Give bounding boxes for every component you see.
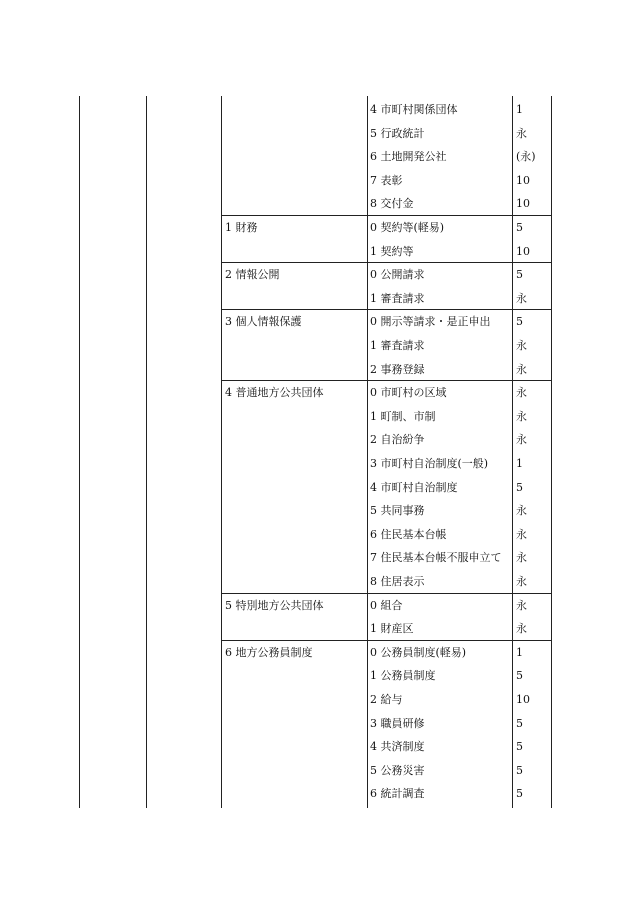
- group-divider: [221, 640, 552, 641]
- item-label: 0 組合: [370, 599, 403, 612]
- item-label: 1 公務員制度: [370, 669, 436, 682]
- column-rule: [146, 96, 147, 808]
- group-divider: [221, 309, 552, 310]
- item-label: 0 公開請求: [370, 268, 425, 281]
- item-label: 1 審査請求: [370, 292, 425, 305]
- retention-period: (永): [516, 150, 536, 163]
- item-label: 4 市町村自治制度: [370, 481, 458, 494]
- item-label: 1 契約等: [370, 245, 414, 258]
- retention-period: 永: [516, 622, 527, 635]
- retention-period: 5: [516, 764, 523, 777]
- category-label: 3 個人情報保護: [225, 315, 302, 328]
- retention-period: 1: [516, 646, 523, 659]
- item-label: 5 公務災害: [370, 764, 425, 777]
- category-label: 5 特別地方公共団体: [225, 599, 324, 612]
- retention-period: 1: [516, 457, 523, 470]
- item-label: 0 市町村の区域: [370, 386, 447, 399]
- retention-period: 永: [516, 363, 527, 376]
- item-label: 8 住居表示: [370, 575, 425, 588]
- item-label: 0 公務員制度(軽易): [370, 646, 467, 659]
- retention-period: 永: [516, 127, 527, 140]
- retention-period: 永: [516, 551, 527, 564]
- column-rule: [512, 96, 513, 808]
- item-label: 5 行政統計: [370, 127, 425, 140]
- group-divider: [221, 262, 552, 263]
- item-label: 1 審査請求: [370, 339, 425, 352]
- retention-period: 5: [516, 268, 523, 281]
- category-label: 2 情報公開: [225, 268, 280, 281]
- item-label: 3 職員研修: [370, 717, 425, 730]
- item-label: 2 給与: [370, 693, 403, 706]
- retention-period: 5: [516, 740, 523, 753]
- item-label: 4 共済制度: [370, 740, 425, 753]
- item-label: 4 市町村関係団体: [370, 103, 458, 116]
- item-label: 8 交付金: [370, 197, 414, 210]
- item-label: 2 自治紛争: [370, 433, 425, 446]
- retention-period: 5: [516, 481, 523, 494]
- retention-period: 5: [516, 221, 523, 234]
- retention-period: 10: [516, 197, 530, 210]
- retention-period: 永: [516, 410, 527, 423]
- item-label: 1 町制、市制: [370, 410, 436, 423]
- retention-period: 永: [516, 599, 527, 612]
- retention-period: 永: [516, 504, 527, 517]
- item-label: 6 統計調査: [370, 787, 425, 800]
- category-label: 6 地方公務員制度: [225, 646, 313, 659]
- item-label: 7 表彰: [370, 174, 403, 187]
- item-label: 1 財産区: [370, 622, 414, 635]
- retention-period: 5: [516, 717, 523, 730]
- category-label: 4 普通地方公共団体: [225, 386, 324, 399]
- retention-period: 永: [516, 528, 527, 541]
- retention-period: 永: [516, 575, 527, 588]
- column-rule: [221, 96, 222, 808]
- retention-period: 1: [516, 103, 523, 116]
- retention-period: 5: [516, 669, 523, 682]
- item-label: 5 共同事務: [370, 504, 425, 517]
- item-label: 6 住民基本台帳: [370, 528, 447, 541]
- item-label: 7 住民基本台帳不服申立て: [370, 551, 502, 564]
- retention-period: 10: [516, 174, 530, 187]
- retention-period: 永: [516, 339, 527, 352]
- retention-period: 永: [516, 292, 527, 305]
- item-label: 6 土地開発公社: [370, 150, 447, 163]
- item-label: 3 市町村自治制度(一般): [370, 457, 489, 470]
- category-label: 1 財務: [225, 221, 258, 234]
- column-rule: [79, 96, 80, 808]
- retention-period: 永: [516, 386, 527, 399]
- item-label: 0 契約等(軽易): [370, 221, 445, 234]
- item-label: 2 事務登録: [370, 363, 425, 376]
- retention-period: 5: [516, 787, 523, 800]
- group-divider: [221, 593, 552, 594]
- retention-period: 5: [516, 315, 523, 328]
- retention-period: 永: [516, 433, 527, 446]
- group-divider: [221, 380, 552, 381]
- column-rule: [367, 96, 368, 808]
- retention-period: 10: [516, 245, 530, 258]
- retention-period: 10: [516, 693, 530, 706]
- group-divider: [221, 215, 552, 216]
- column-rule: [551, 96, 552, 808]
- item-label: 0 開示等請求・是正申出: [370, 315, 491, 328]
